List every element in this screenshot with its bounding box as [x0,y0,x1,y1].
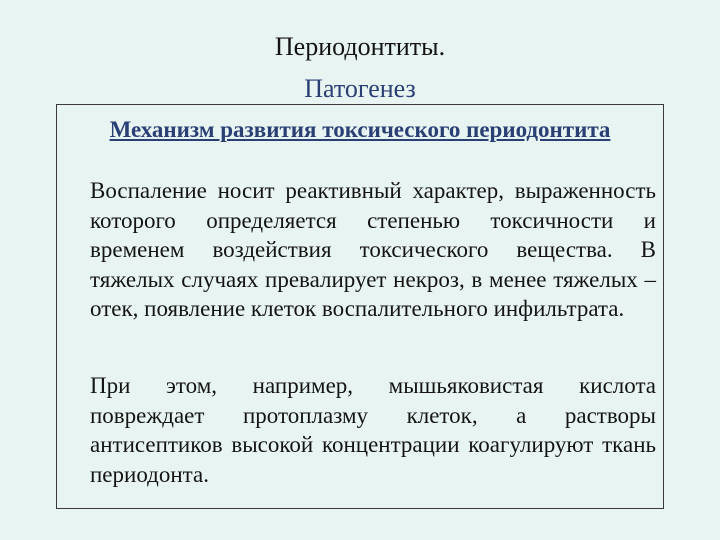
section-heading: Механизм развития токсического периодонтита [109,117,611,142]
paragraph-2: При этом, например, мышьяковистая кислота повреждает протоплазму клеток, а растворы антисептиков высокой концентрации коагулируют ткань периодонта. [90,373,656,487]
content-box [56,104,664,509]
slide-title-sub: Патогенез [304,74,416,103]
paragraph-1: Воспаление носит реактивный характер, выраженность которого определяется степенью токсичности и временем воздействия токсического вещества. В тяжелых случаях превалирует некроз, в менее тяжелых – отек, появление клеток воспалительного инфильтрата. [90,178,656,321]
slide-title: Периодонтиты. [274,32,446,61]
